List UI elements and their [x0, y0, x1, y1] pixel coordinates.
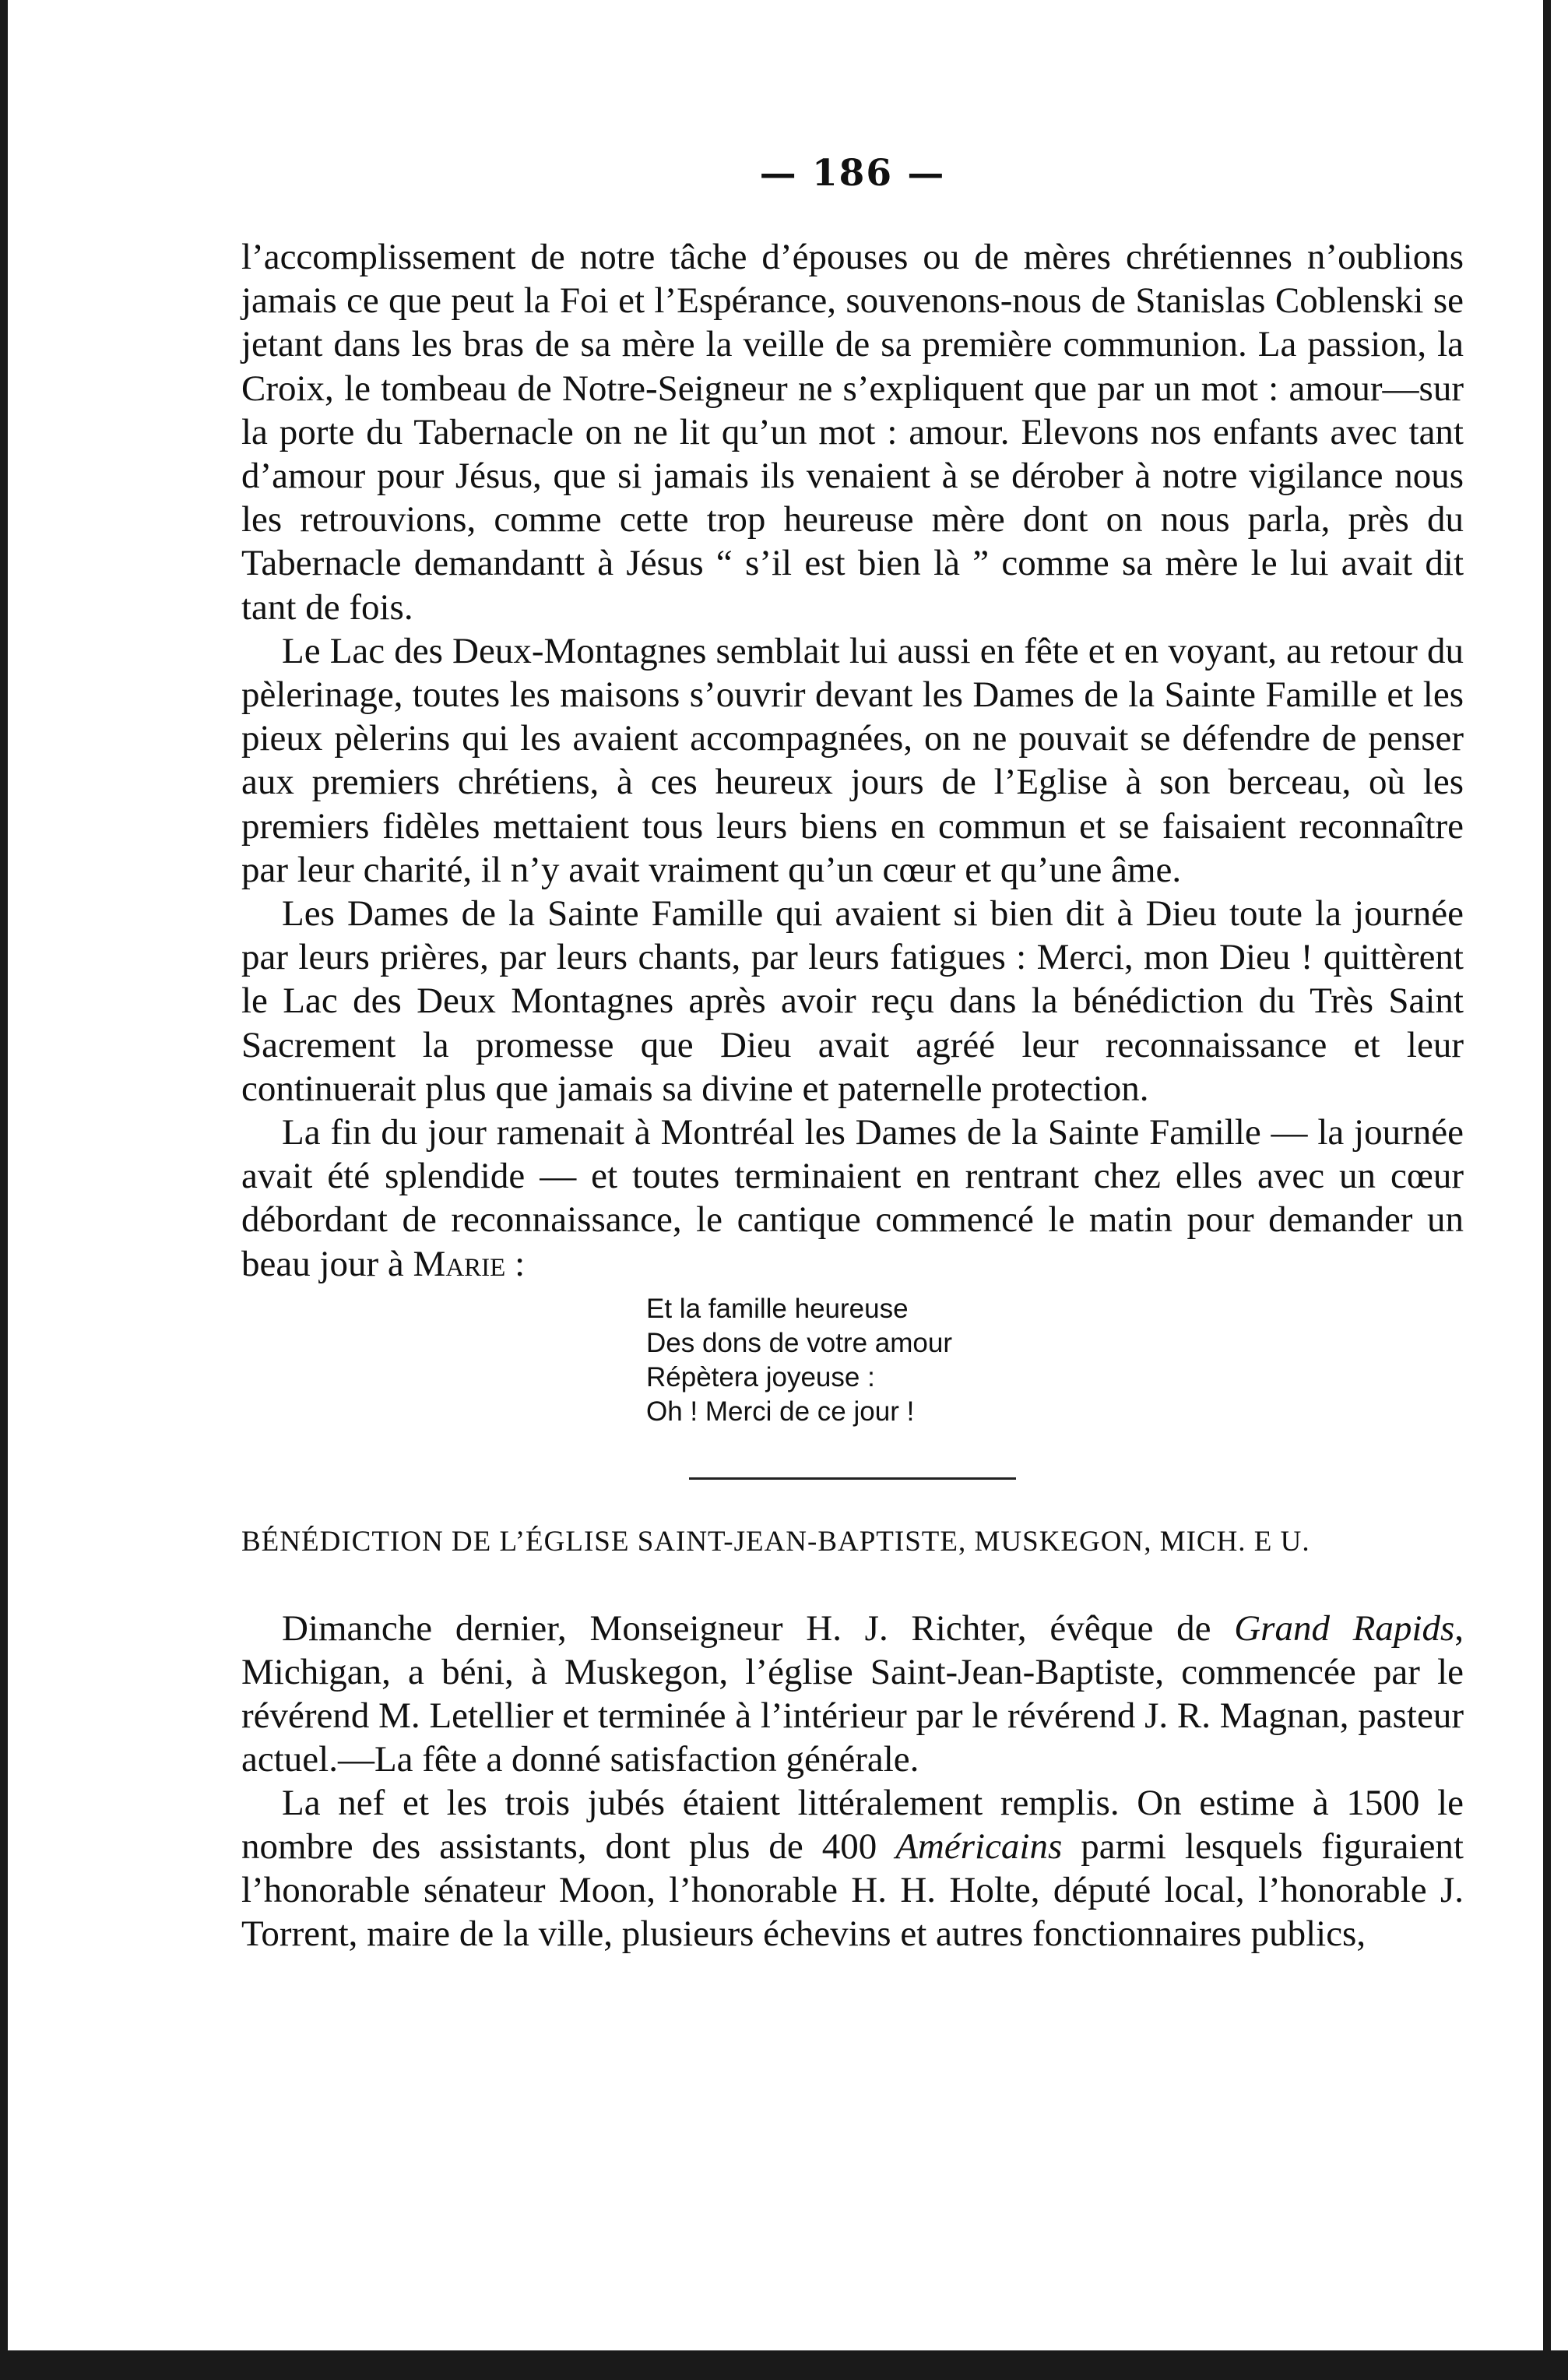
poem-line: Oh ! Merci de ce jour ! — [646, 1396, 915, 1427]
article-paragraph-1-start: Dimanche dernier, Monseigneur H. J. Richter, évêque de — [282, 1607, 1235, 1649]
americains-italic: Américains — [895, 1825, 1063, 1867]
poem-stanza — [646, 1292, 1464, 1429]
paragraph-4 — [241, 1111, 1464, 1286]
paragraph-2: Le Lac des Deux-Montagnes semblait lui aussi en fête et en voyant, au retour du pèlerinage, toutes les maisons s’ouvrir devant les Dames de la Sainte Famille et les pieux pèlerins qui les avaient accompagnées, on ne pouvait se défendre de penser aux premiers chrétiens, à ces heureux jours de l’Eglise à son berceau, où les premiers fidèles mettaient tous leurs biens en commun et se faisaient reconnaître par leur charité, il n’y avait vraiment qu’un cœur et qu’une âme. — [241, 630, 1464, 890]
section-heading: BÉNÉDICTION DE L’ÉGLISE SAINT-JEAN-BAPTISTE, MUSKEGON, MICH. E U. — [241, 1525, 1310, 1558]
scan-edge-right — [1543, 0, 1551, 2380]
paragraph-4-text: La fin du jour ramenait à Montréal les Dames de la Sainte Famille — la journée avait été splendide — et toutes terminaient en rentrant chez elles avec un cœur débordant de reconnaissance, le cantique commencé le matin pour demander un beau jour à — [241, 1112, 1464, 1284]
paragraph-3: Les Dames de la Sainte Famille qui avaient si bien dit à Dieu toute la journée par leurs prières, par leurs chants, par leurs fatigues : Merci, mon Dieu ! quittèrent le Lac des Deux Montagnes après avoir reçu dans la bénédiction du Très Saint Sacrement la promesse que Dieu avait agréé leur reconnaissance et leur continuerait plus que jamais sa divine et paternelle protection. — [241, 893, 1464, 1109]
article-paragraph-1 — [241, 1607, 1464, 1781]
article-paragraph-2-start: La nef et les trois jubés étaient littéralement remplis. On estime à 1500 le nombre des assistants, dont plus de 400 — [241, 1782, 1464, 1867]
marie-signature: Marie : — [413, 1243, 526, 1284]
book-page — [241, 152, 1464, 2301]
scan-edge-bottom — [0, 2350, 1568, 2380]
poem-line: Et la famille heureuse — [646, 1293, 909, 1324]
article-paragraph-1-end: , Michigan, a béni, à Muskegon, l’église Saint-Jean-Baptiste, commencée par le révérend M. Letellier et terminée à l’intérieur par le révérend J. R. Magnan, pasteur actuel.—La fête a donné satisfaction générale. — [241, 1607, 1464, 1780]
city-name-italic: Grand Rapids — [1234, 1607, 1455, 1649]
article-paragraph-2-end: parmi lesquels figuraient l’honorable sénateur Moon, l’honorable H. H. Holte, député local, l’honorable J. Torrent, maire de la ville, plusieurs échevins et autres fonctionnaires publics, — [241, 1825, 1464, 1954]
poem-line: Des dons de votre amour — [646, 1327, 952, 1358]
page-number: — 186 — — [759, 152, 946, 195]
paragraph-1: l’accomplissement de notre tâche d’épouses ou de mères chrétiennes n’oublions jamais ce que peut la Foi et l’Espérance, souvenons-nous de Stanislas Coblenski se jetant dans les bras de sa mère la veille de sa première communion. La passion, la Croix, le tombeau de Notre-Seigneur ne s’expliquent que par un mot : amour—sur la porte du Tabernacle on ne lit qu’un mot : amour. Elevons nos enfants avec tant d’amour pour Jésus, que si jamais ils venaient à se dérober à notre vigilance nous les retrouvions, comme cette trop heureuse mère dont on nous parla, près du Tabernacle demandantt à Jésus “ s’il est bien là ” comme sa mère le lui avait dit tant de fois. — [241, 237, 1464, 628]
poem-line: Répètera joyeuse : — [646, 1361, 875, 1392]
scan-edge-left — [0, 0, 8, 2380]
article-paragraph-2 — [241, 1781, 1464, 1956]
section-divider — [689, 1477, 1016, 1480]
